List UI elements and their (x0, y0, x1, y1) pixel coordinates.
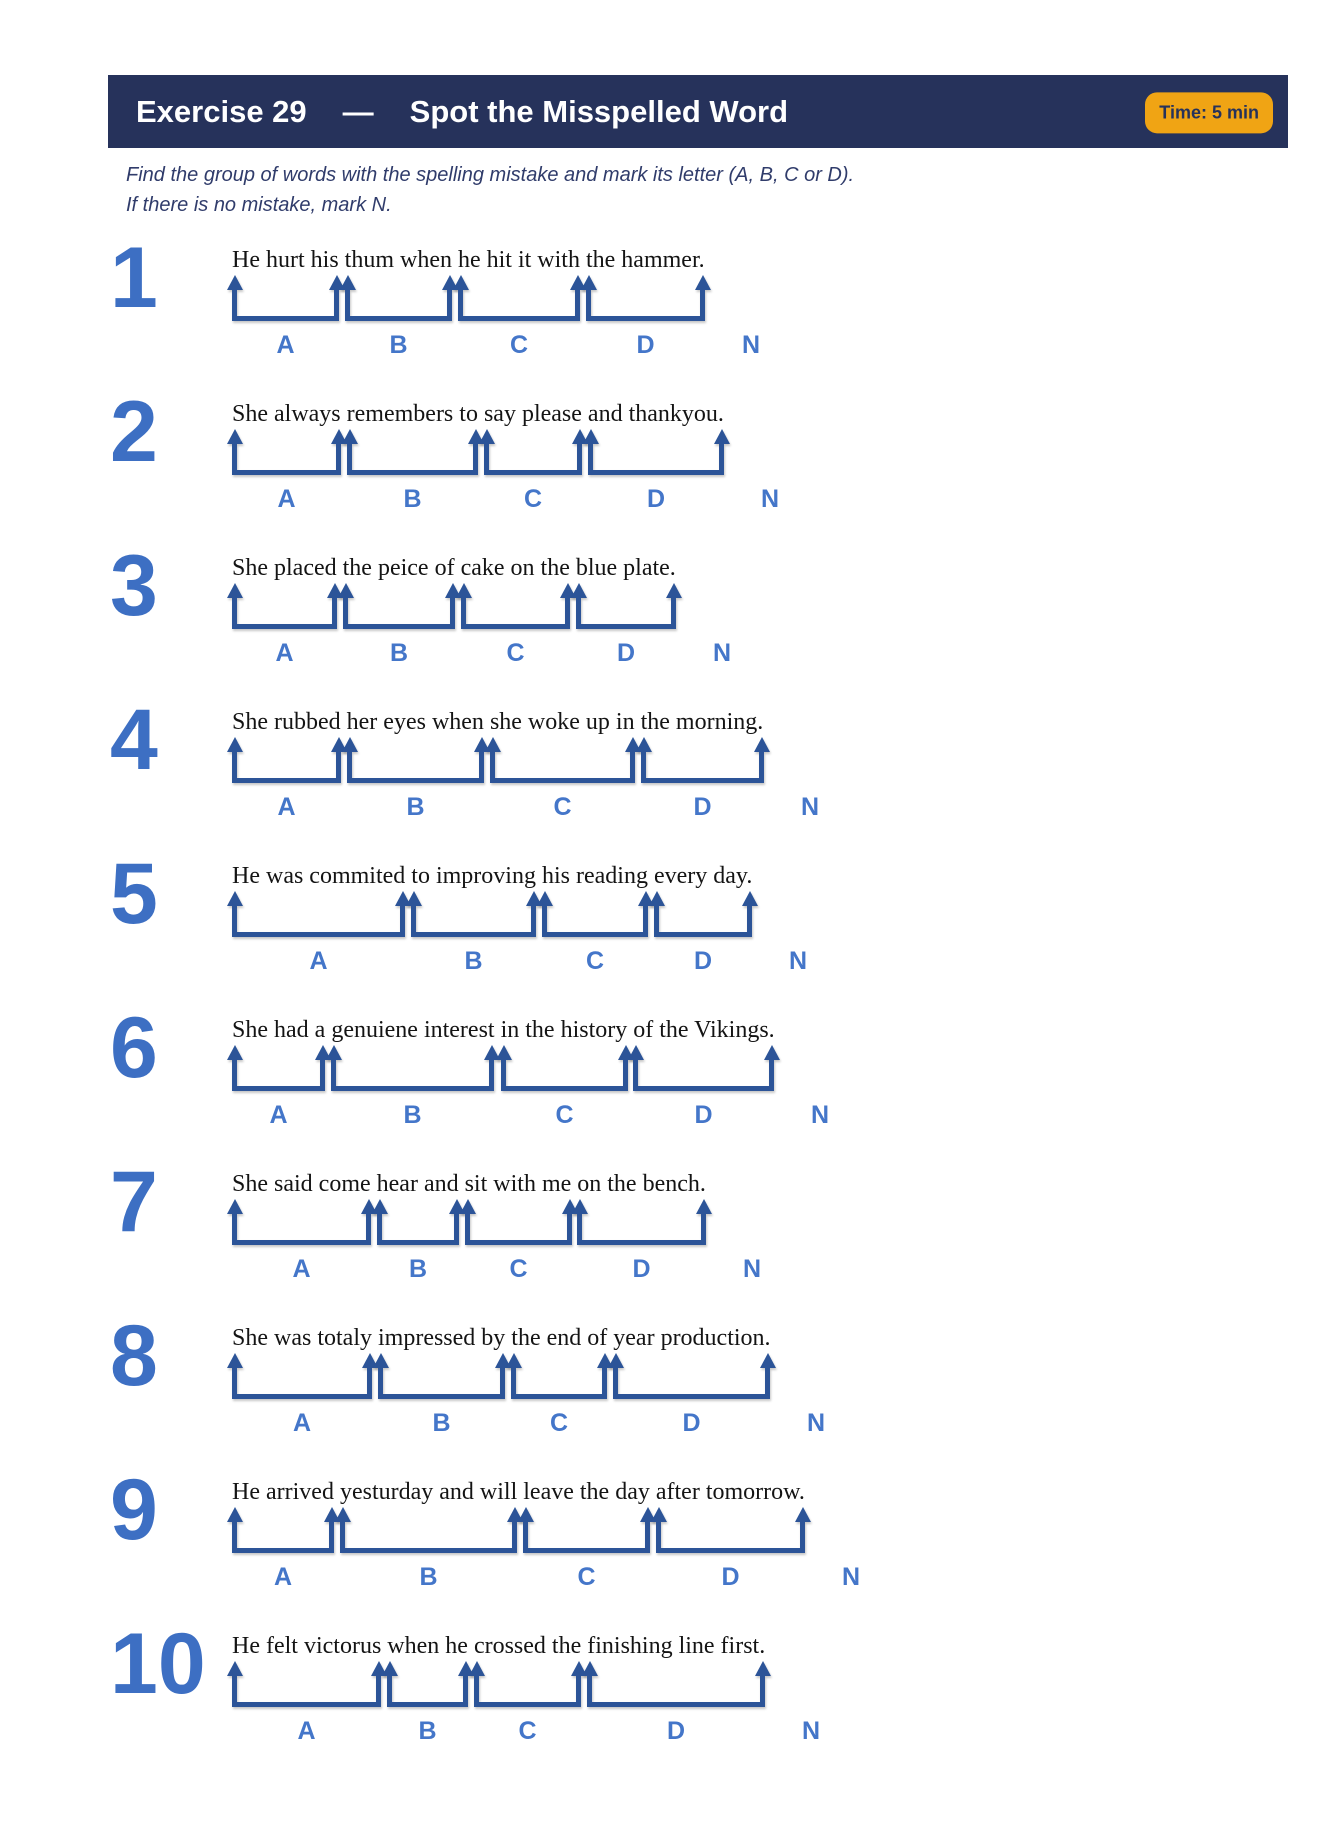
sentence-group-c: sit with me (464, 1171, 572, 1197)
sentence-group-c: crossed the (473, 1633, 582, 1659)
sentence-group-d: year production. (613, 1325, 771, 1351)
question-number: 10 (110, 1616, 206, 1712)
answer-bracket-a (232, 598, 337, 629)
answer-bracket-layer (232, 891, 1334, 987)
sentence-group-a: He was commited (232, 863, 406, 889)
option-letter-a: A (276, 331, 295, 359)
sentence-group-a: She placed (232, 555, 337, 581)
option-letter-c: C (509, 1255, 528, 1283)
instructions-line2: If there is no mistake, mark N. (126, 194, 392, 216)
question-row (0, 230, 1344, 397)
header-title (136, 94, 788, 130)
sentence-group-b: to improving (411, 863, 536, 889)
sentence-group-b: when he (387, 1633, 468, 1659)
question-row (0, 692, 1344, 859)
question-sentence (232, 1321, 1334, 1355)
option-letter-n: N (712, 639, 732, 667)
sentence-group-d: after tomorrow. (655, 1479, 805, 1505)
sentence-group-d: every day. (653, 863, 753, 889)
option-letter-d: D (693, 793, 712, 821)
question-number: 9 (110, 1462, 158, 1558)
option-letter-c: C (585, 947, 605, 975)
answer-bracket-layer (232, 1507, 1334, 1603)
option-letter-n: N (801, 1717, 821, 1745)
question-row (0, 1462, 1344, 1629)
answer-bracket-b (387, 1676, 468, 1707)
option-letter-c: C (518, 1717, 537, 1745)
option-letter-n: N (741, 331, 761, 359)
answer-bracket-layer (232, 1045, 1334, 1141)
question-sentence (232, 243, 1334, 277)
question-content (232, 705, 1334, 833)
answer-bracket-c (484, 444, 582, 475)
answer-bracket-c (458, 290, 580, 321)
sentence-group-a: He hurt his (232, 247, 339, 273)
sentence-group-d: of the Vikings. (633, 1017, 775, 1043)
answer-bracket-c (501, 1060, 628, 1091)
answer-bracket-d (586, 290, 705, 321)
question-row (0, 846, 1344, 1013)
sentence-group-a: She was totaly (232, 1325, 372, 1351)
question-sentence (232, 1629, 1334, 1663)
answer-bracket-layer (232, 275, 1334, 371)
question-number: 7 (110, 1154, 158, 1250)
question-content (232, 397, 1334, 525)
option-letter-a: A (269, 1101, 288, 1129)
question-content (232, 859, 1334, 987)
question-row (0, 1616, 1344, 1783)
option-letter-d: D (636, 331, 655, 359)
answer-bracket-d (656, 1522, 805, 1553)
answer-bracket-layer (232, 583, 1334, 679)
question-content (232, 551, 1334, 679)
option-letter-d: D (721, 1563, 740, 1591)
option-letter-a: A (292, 1409, 312, 1437)
answer-bracket-c (542, 906, 648, 937)
sentence-group-b: thum when (344, 247, 452, 273)
answer-bracket-b (347, 444, 478, 475)
option-letter-n: N (742, 1255, 762, 1283)
option-letter-a: A (275, 639, 294, 667)
option-letter-c: C (509, 331, 529, 359)
option-letter-b: B (389, 639, 409, 667)
option-letter-a: A (277, 485, 296, 513)
answer-bracket-d (576, 598, 676, 629)
answer-bracket-d (613, 1368, 770, 1399)
answer-bracket-a (232, 1214, 371, 1245)
sentence-group-c: cake on the (460, 555, 570, 581)
option-letter-n: N (800, 793, 820, 821)
answer-bracket-b (331, 1060, 494, 1091)
answer-bracket-a (232, 1368, 372, 1399)
option-letter-a: A (309, 947, 328, 975)
option-letter-a: A (277, 793, 296, 821)
question-content (232, 1013, 1334, 1141)
sentence-group-c: she woke up in (489, 709, 635, 735)
question-number: 3 (110, 538, 158, 634)
exercise-title: Spot the Misspelled Word (409, 93, 788, 129)
question-content (232, 243, 1334, 371)
option-letter-n: N (841, 1563, 861, 1591)
option-letter-c: C (549, 1409, 569, 1437)
sentence-group-d: blue plate. (575, 555, 676, 581)
option-letter-b: B (389, 331, 408, 359)
answer-bracket-b (345, 290, 452, 321)
answer-bracket-layer (232, 1199, 1334, 1295)
answer-bracket-b (411, 906, 536, 937)
question-number: 5 (110, 846, 158, 942)
sentence-group-d: on the bench. (577, 1171, 706, 1197)
option-letter-b: B (464, 947, 483, 975)
answer-bracket-layer (232, 1661, 1334, 1757)
answer-bracket-a (232, 290, 339, 321)
exercise-label: Exercise 29 (136, 93, 307, 129)
option-letter-b: B (406, 793, 425, 821)
question-number: 8 (110, 1308, 158, 1404)
question-number: 1 (110, 230, 158, 326)
question-content (232, 1321, 1334, 1449)
sentence-group-c: leave the day (523, 1479, 650, 1505)
sentence-group-c: say please (483, 401, 582, 427)
answer-bracket-layer (232, 737, 1334, 833)
option-letter-b: B (408, 1255, 428, 1283)
question-row (0, 538, 1344, 705)
question-number: 4 (110, 692, 158, 788)
answer-bracket-b (343, 598, 455, 629)
question-row (0, 384, 1344, 551)
answer-bracket-c (523, 1522, 650, 1553)
instructions (126, 160, 854, 220)
question-sentence (232, 1475, 1334, 1509)
answer-bracket-b (347, 752, 484, 783)
time-badge: Time: 5 min (1145, 92, 1273, 133)
sentence-group-a: She rubbed (232, 709, 341, 735)
answer-bracket-b (377, 1214, 459, 1245)
sentence-group-b: impressed by (377, 1325, 506, 1351)
answer-bracket-c (461, 598, 570, 629)
title-dash: — (342, 93, 374, 129)
answer-bracket-a (232, 444, 341, 475)
question-content (232, 1629, 1334, 1757)
sentence-group-d: finishing line first. (587, 1633, 766, 1659)
question-sentence (232, 705, 1334, 739)
sentence-group-b: her eyes when (346, 709, 484, 735)
question-sentence (232, 1167, 1334, 1201)
option-letter-d: D (693, 947, 713, 975)
answer-bracket-layer (232, 1353, 1334, 1449)
sentence-group-d: the hammer. (585, 247, 705, 273)
question-sentence (232, 397, 1334, 431)
answer-bracket-d (588, 444, 724, 475)
answer-bracket-layer (232, 429, 1334, 525)
answer-bracket-d (633, 1060, 774, 1091)
answer-bracket-d (654, 906, 752, 937)
sentence-group-a: She said come (232, 1171, 371, 1197)
header-bar (108, 75, 1288, 148)
option-letter-a: A (297, 1717, 316, 1745)
option-letter-a: A (292, 1255, 311, 1283)
sentence-group-c: he hit it with (457, 247, 580, 273)
option-letter-c: C (577, 1563, 596, 1591)
option-letter-n: N (788, 947, 808, 975)
answer-bracket-d (587, 1676, 765, 1707)
option-letter-b: B (432, 1409, 451, 1437)
option-letter-c: C (555, 1101, 574, 1129)
instructions-line1: Find the group of words with the spelling mistake and mark its letter (A, B, C or D). (126, 164, 855, 186)
option-letter-n: N (806, 1409, 826, 1437)
sentence-group-d: the morning. (640, 709, 764, 735)
answer-bracket-a (232, 906, 405, 937)
option-letter-a: A (273, 1563, 293, 1591)
answer-bracket-a (232, 1060, 325, 1091)
option-letter-n: N (810, 1101, 830, 1129)
answer-bracket-a (232, 752, 341, 783)
option-letter-b: B (403, 485, 422, 513)
sentence-group-c: the end of (511, 1325, 608, 1351)
question-content (232, 1475, 1334, 1603)
option-letter-c: C (523, 485, 543, 513)
sentence-group-b: yesturday and will (339, 1479, 518, 1505)
answer-bracket-c (511, 1368, 607, 1399)
sentence-group-a: He felt victorus (232, 1633, 382, 1659)
option-letter-b: B (418, 1717, 437, 1745)
option-letter-d: D (682, 1409, 701, 1437)
answer-bracket-d (641, 752, 764, 783)
sentence-group-a: She always (232, 401, 341, 427)
sentence-group-b: hear and (376, 1171, 459, 1197)
question-number: 2 (110, 384, 158, 480)
sentence-group-b: genuiene interest (331, 1017, 495, 1043)
option-letter-d: D (632, 1255, 651, 1283)
option-letter-d: D (616, 639, 636, 667)
option-letter-d: D (646, 485, 666, 513)
question-sentence (232, 551, 1334, 585)
sentence-group-c: his reading (541, 863, 648, 889)
option-letter-c: C (553, 793, 572, 821)
option-letter-n: N (760, 485, 780, 513)
question-row (0, 1308, 1344, 1475)
question-content (232, 1167, 1334, 1295)
answer-bracket-c (465, 1214, 572, 1245)
answer-bracket-c (474, 1676, 581, 1707)
answer-bracket-a (232, 1522, 334, 1553)
answer-bracket-a (232, 1676, 381, 1707)
question-number: 6 (110, 1000, 158, 1096)
answer-bracket-d (577, 1214, 706, 1245)
sentence-group-a: She had a (232, 1017, 326, 1043)
option-letter-d: D (694, 1101, 713, 1129)
question-sentence (232, 859, 1334, 893)
answer-bracket-b (378, 1368, 505, 1399)
sentence-group-d: and thankyou. (587, 401, 724, 427)
question-sentence (232, 1013, 1334, 1047)
sentence-group-c: in the history (500, 1017, 628, 1043)
option-letter-c: C (506, 639, 525, 667)
option-letter-d: D (666, 1717, 686, 1745)
sentence-group-b: remembers to (346, 401, 478, 427)
option-letter-b: B (403, 1101, 422, 1129)
question-row (0, 1154, 1344, 1321)
answer-bracket-b (340, 1522, 517, 1553)
question-row (0, 1000, 1344, 1167)
answer-bracket-c (490, 752, 635, 783)
sentence-group-a: He arrived (232, 1479, 334, 1505)
sentence-group-b: the peice of (342, 555, 455, 581)
option-letter-b: B (419, 1563, 438, 1591)
